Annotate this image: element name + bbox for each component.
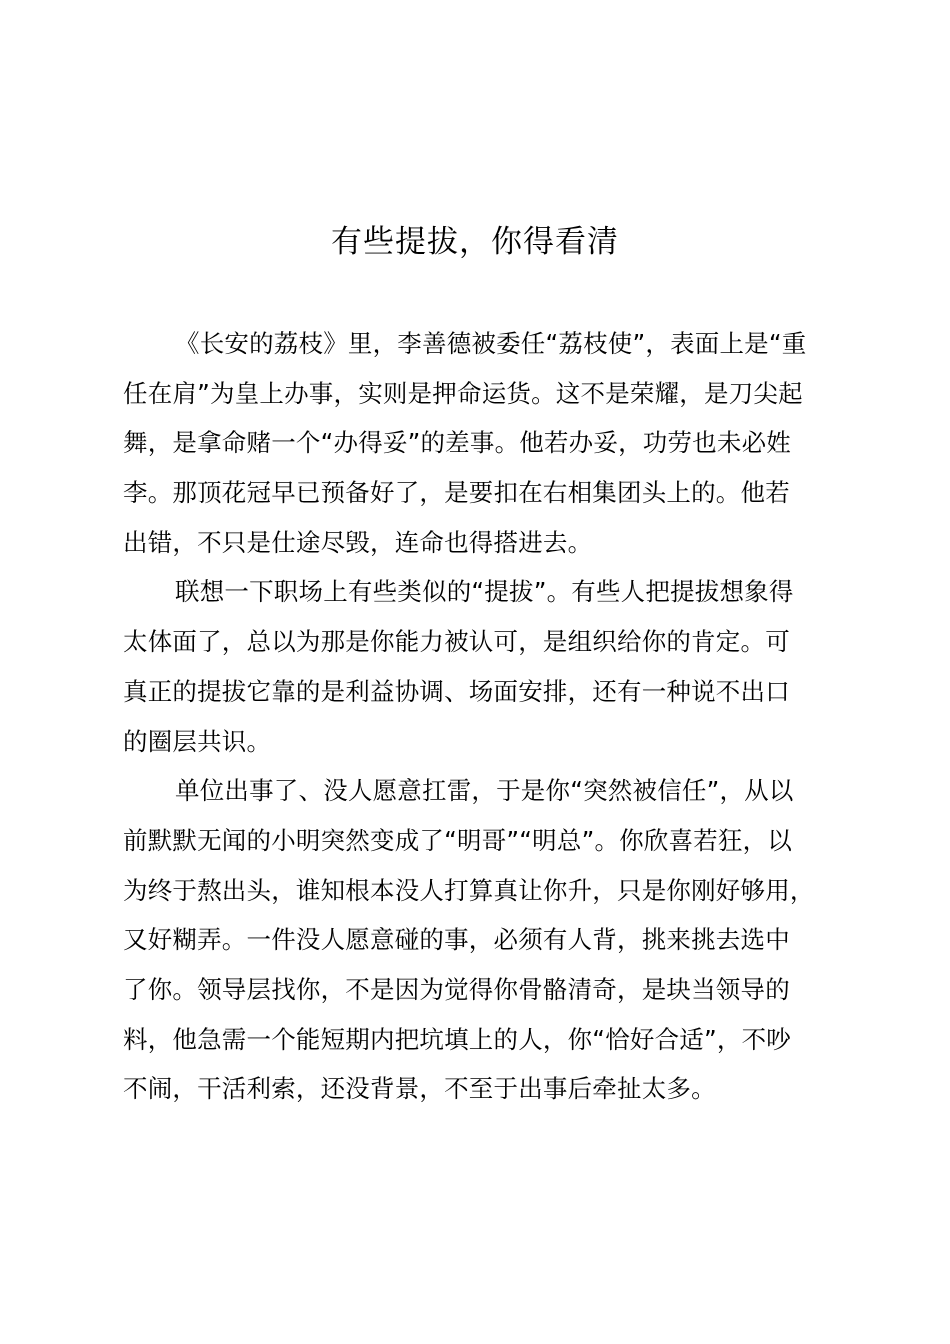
paragraph-line: 太体面了，总以为那是你能力被认可，是组织给你的肯定。可 bbox=[123, 627, 790, 657]
document-body bbox=[123, 319, 829, 1114]
paragraph-line: 的圈层共识。 bbox=[123, 726, 272, 756]
paragraph-line: 又好糊弄。一件没人愿意碰的事，必须有人背，挑来挑去选中 bbox=[123, 925, 790, 955]
paragraph-3 bbox=[123, 766, 829, 1114]
paragraph-line: 为终于熬出头，谁知根本没人打算真让你升，只是你刚好够用， bbox=[123, 875, 815, 905]
paragraph-line: 了你。领导层找你，不是因为觉得你骨骼清奇，是块当领导的 bbox=[123, 974, 790, 1004]
paragraph-line: 真正的提拔它靠的是利益协调、场面安排，还有一种说不出口 bbox=[123, 676, 790, 706]
paragraph-line: 不闹，干活利索，还没背景，不至于出事后牵扯太多。 bbox=[123, 1074, 716, 1104]
paragraph-line: 料，他急需一个能短期内把坑填上的人，你“恰好合适”，不吵 bbox=[123, 1024, 791, 1054]
paragraph-line: 《长安的荔枝》里，李善德被委任“荔枝使”，表面上是“重 bbox=[175, 329, 807, 358]
document-title: 有些提拔，你得看清 bbox=[331, 224, 619, 260]
paragraph-line: 李。那顶花冠早已预备好了，是要扣在右相集团头上的。他若 bbox=[123, 478, 790, 508]
paragraph-line: 前默默无闻的小明突然变成了“明哥”“明总”。你欣喜若狂，以 bbox=[123, 825, 793, 855]
paragraph-line: 出错，不只是仕途尽毁，连命也得搭进去。 bbox=[123, 527, 593, 557]
paragraph-2 bbox=[123, 567, 829, 766]
paragraph-line: 联想一下职场上有些类似的“提拔”。有些人把提拔想象得 bbox=[175, 577, 794, 607]
paragraph-1 bbox=[123, 319, 829, 567]
paragraph-line: 舞，是拿命赌一个“办得妥”的差事。他若办妥，功劳也未必姓 bbox=[123, 428, 791, 458]
paragraph-line: 单位出事了、没人愿意扛雷，于是你“突然被信任”，从以 bbox=[175, 776, 794, 806]
paragraph-line: 任在肩”为皇上办事，实则是押命运货。这不是荣耀，是刀尖起 bbox=[123, 378, 803, 408]
